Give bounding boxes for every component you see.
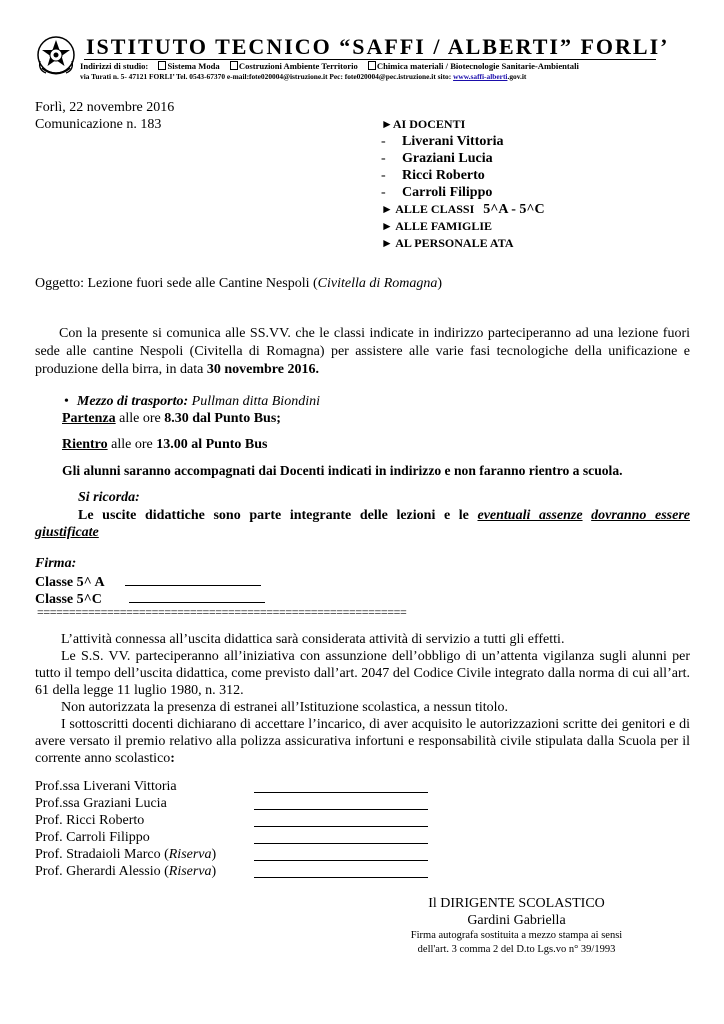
terms-paragraphs xyxy=(35,631,690,767)
contacts-line xyxy=(80,72,526,81)
teacher-item: - Liverani Vittoria xyxy=(381,134,504,149)
site-suffix: .gov.it xyxy=(507,72,527,81)
recipient-families: ► ALLE FAMIGLIE xyxy=(381,219,493,233)
signatories-list xyxy=(35,778,216,880)
contacts-text: via Turati n. 5- 47121 FORLI’ Tel. 0543-67370 e-mail:fote020004@istruzione.it Pec: fote020004@pec.istruzione.it sito: xyxy=(80,72,452,81)
paragraph: Non autorizzata la presenza di estranei all’Istituzione scolastica, a nessun titolo. xyxy=(61,700,509,715)
header-rule xyxy=(84,59,656,60)
address-3: Chimica materiali / Biotecnologie Sanitarie-Ambientali xyxy=(376,61,579,71)
republic-emblem-icon xyxy=(36,35,76,77)
signature-line xyxy=(254,831,428,844)
reminder-label: Si ricorda: xyxy=(78,490,140,505)
accompany-note: Gli alunni saranno accompagnati dai Docenti indicati in indirizzo e non faranno rientro a scuola. xyxy=(62,463,623,478)
addresses-label: Indirizzi di studio: xyxy=(80,61,149,71)
signatory-row: Prof. Ricci Roberto xyxy=(35,812,216,829)
director-title: Il DIRIGENTE SCOLASTICO xyxy=(428,896,605,911)
site-link[interactable]: www.saffi-alberti xyxy=(453,72,508,81)
transport-line: • Mezzo di trasporto: Pullman ditta Biondini xyxy=(64,394,320,409)
return-line: Rientro alle ore 13.00 al Punto Bus xyxy=(62,437,268,452)
reminder-text: Le uscite didattiche sono parte integrante delle lezioni e le eventuali assenze dovranno essere giustificate xyxy=(35,508,690,540)
departure-line: Partenza alle ore 8.30 dal Punto Bus; xyxy=(62,411,281,426)
arrow-right-icon: ► xyxy=(381,117,393,131)
arrow-right-icon: ► xyxy=(381,236,393,250)
signature-line xyxy=(254,865,428,878)
paragraph: I sottoscritti docenti dichiarano di accettare l’incarico, di aver acquisito le autorizzazioni scritte dei genitori e di avere versato il premio relativo alla polizza assicurativa infortuni e responsabilità civile stipulata dalla Scuola per il corrente anno scolastico: xyxy=(35,717,690,766)
school-name: ISTITUTO TECNICO “SAFFI / ALBERTI” FORLI’ xyxy=(86,34,670,59)
signature-line xyxy=(254,848,428,861)
signatory-row: Prof. Gherardi Alessio (Riserva) xyxy=(35,863,216,880)
checkbox-icon xyxy=(158,61,166,70)
teacher-item: - Carroli Filippo xyxy=(381,185,493,200)
director-block xyxy=(380,895,653,957)
separator-line: ========================================================== xyxy=(37,605,407,619)
recipients-block xyxy=(381,116,545,252)
signature-line xyxy=(129,590,265,603)
signature-line xyxy=(125,573,261,586)
communication-number: Comunicazione n. 183 xyxy=(35,117,162,132)
signature-note: dell'art. 3 comma 2 del D.to Lgs.vo n° 39/1993 xyxy=(417,944,616,955)
bullet-icon: • xyxy=(64,394,69,409)
director-name: Gardini Gabriella xyxy=(467,913,566,928)
recipient-staff: ► AL PERSONALE ATA xyxy=(381,236,514,250)
paragraph: L’attività connessa all’uscita didattica sarà considerata attività di servizio a tutti gli effetti. xyxy=(61,632,565,647)
checkbox-icon xyxy=(230,61,238,70)
signatory-row: Prof.ssa Graziani Lucia xyxy=(35,795,216,812)
recipient-teachers: ►AI DOCENTI xyxy=(381,117,466,131)
signature-label: Firma: xyxy=(35,556,77,571)
checkbox-icon xyxy=(368,61,376,70)
signatory-row: Prof.ssa Liverani Vittoria xyxy=(35,778,216,795)
addresses-line xyxy=(80,61,579,71)
address-1: Sistema Moda xyxy=(167,61,220,71)
signature-line xyxy=(254,780,428,793)
teacher-item: - Ricci Roberto xyxy=(381,168,485,183)
arrow-right-icon: ► xyxy=(381,219,393,233)
class-a-signature: Classe 5^ A xyxy=(35,573,261,591)
subject-line: Oggetto: Lezione fuori sede alle Cantine Nespoli (Civitella di Romagna) xyxy=(35,276,443,291)
signature-line xyxy=(254,814,428,827)
signatory-row: Prof. Carroli Filippo xyxy=(35,829,216,846)
signature-line xyxy=(254,797,428,810)
signatory-row: Prof. Stradaioli Marco (Riserva) xyxy=(35,846,216,863)
signature-note: Firma autografa sostituita a mezzo stampa ai sensi xyxy=(410,930,623,941)
arrow-right-icon: ► xyxy=(381,202,393,216)
class-c-signature: Classe 5^C xyxy=(35,590,265,608)
intro-paragraph: Con la presente si comunica alle SS.VV. che le classi indicate in indirizzo parteciperanno ad una lezione fuori sede alle cantine Nespoli (Civitella di Romagna) per assistere alle varie fasi tecnologiche della unificazione e produzione della birra, in data 30 novembre 2016. xyxy=(35,326,690,377)
recipient-classes: ► ALLE CLASSI 5^A - 5^C xyxy=(381,202,545,217)
address-2: Costruzioni Ambiente Territorio xyxy=(238,61,358,71)
paragraph: Le S.S. VV. parteciperanno all’iniziativa con assunzione dell’obbligo di un’attenta vigilanza sugli alunni per tutto il tempo dell’uscita didattica, come previsto dall’art. 2047 del Codice Civile integrato dalla norma di cui all’art. 61 della legge 11 luglio 1980, n. 312. xyxy=(35,649,690,698)
document-date: Forlì, 22 novembre 2016 xyxy=(35,100,175,115)
teacher-item: - Graziani Lucia xyxy=(381,151,493,166)
